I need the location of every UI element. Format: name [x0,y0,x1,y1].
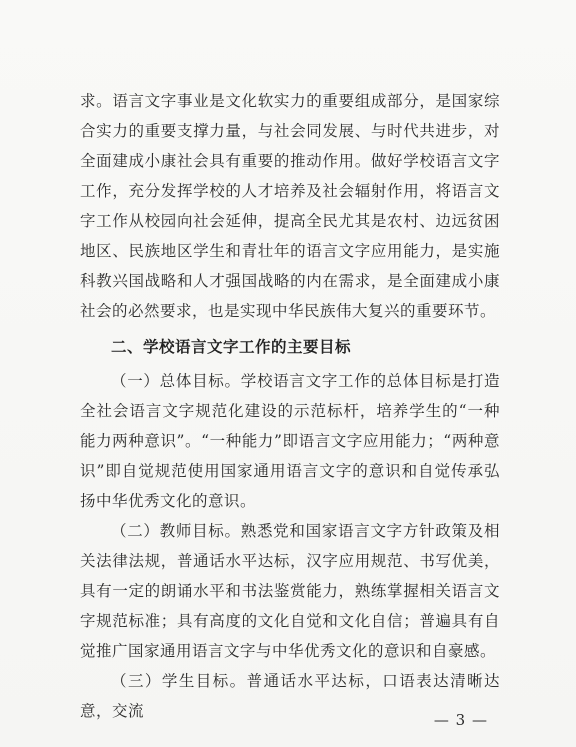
section-heading: 二、学校语言文字工作的主要目标 [111,338,352,356]
page-number: — 3 — [433,711,488,729]
paragraph-intro-text: 求。语言文字事业是文化软实力的重要组成部分，是国家综合实力的重要支撑力量，与社会同发展、与时代共进步，对全面建成小康社会具有重要的推动作用。做好学校语言文字工作，充分发挥学校的人才培养及社会辐射作用，将语言文字工作从校园向社会延伸，提高全民尤其是农村、边远贫困地区、民族地区学生和青壮年的语言文字应用能力，是实施科教兴国战略和人才强国战略的内在需求，是全面建成小康社会的必然要求，也是实现中华民族伟大复兴的重要环节。 [80,92,500,320]
paragraph-intro [80,86,500,326]
document-body [80,86,500,726]
goal-student-text: 普通话水平达标，口语表达清晰达意，交流 [80,672,500,720]
goal-student-lead: （三）学生目标。 [111,672,247,690]
paragraph-goal-teacher [80,516,500,666]
goal-teacher-text: 熟悉党和国家语言文字方针政策及相关法律法规，普通话水平达标，汉字应用规范、书写优美，具有一定的朗诵水平和书法鉴赏能力，熟练掌握相关语言文字规范标准；具有高度的文化自觉和文化自信；普遍具有自觉推广国家通用语言文字与中华优秀文化的意识和自豪感。 [80,522,500,660]
paragraph-goal-overall [80,366,500,516]
goal-overall-lead: （一）总体目标。 [111,372,241,390]
goal-teacher-lead: （二）教师目标。 [111,522,241,540]
goal-overall-text: 学校语言文字工作的总体目标是打造全社会语言文字规范化建设的示范标杆，培养学生的“一种能力两种意识”。“一种能力”即语言文字应用能力；“两种意识”即自觉规范使用国家通用语言文字的意识和自觉传承弘扬中华优秀文化的意识。 [80,372,500,510]
